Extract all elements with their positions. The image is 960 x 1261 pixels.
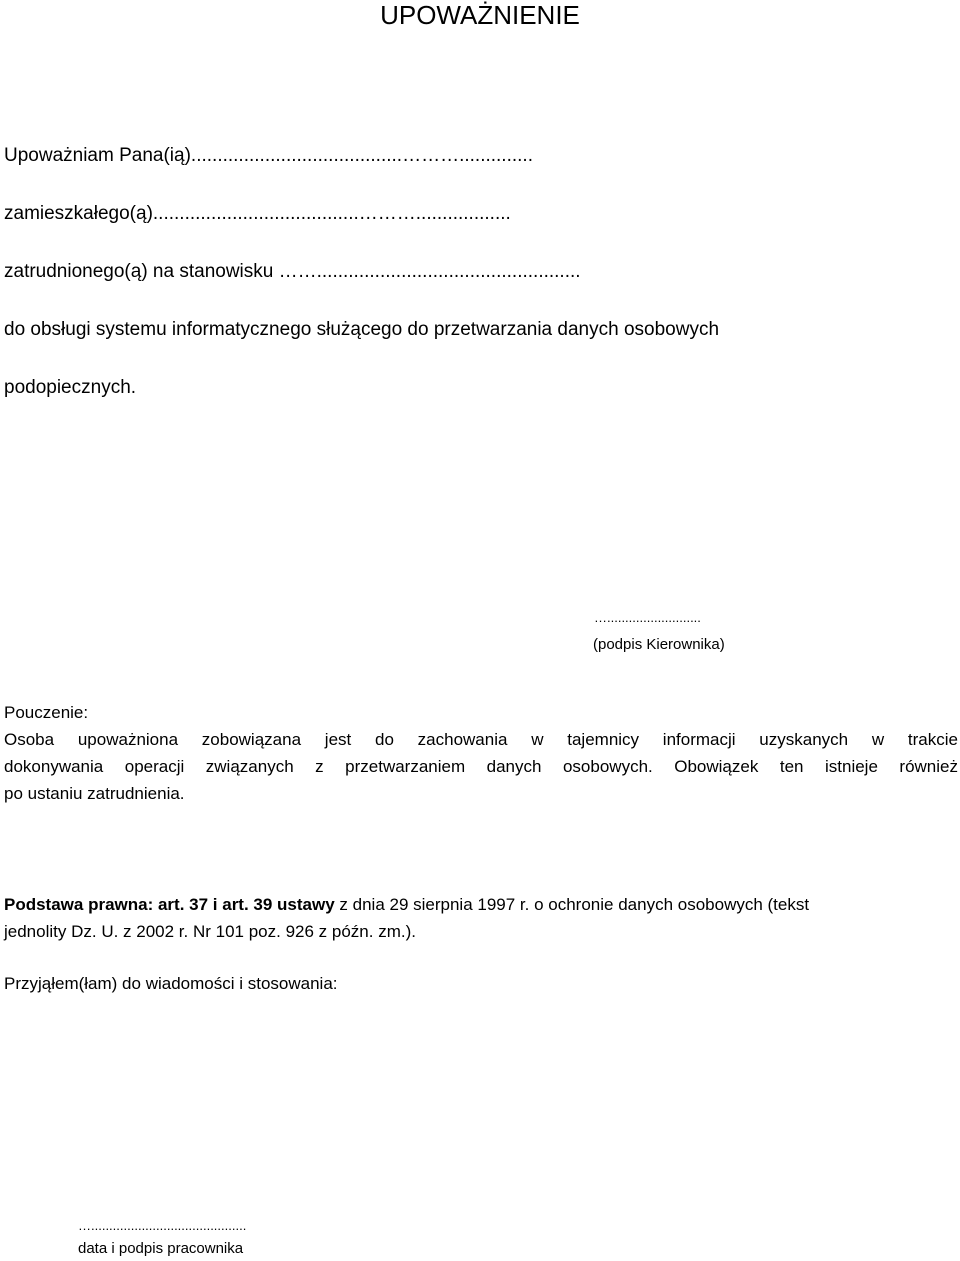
wards-line: podopiecznych.	[4, 377, 137, 398]
legal-basis-rest: z dnia 29 sierpnia 1997 r. o ochronie danych osobowych (tekst	[334, 895, 810, 914]
purpose-line: do obsługi systemu informatycznego służącego do przetwarzania danych osobowych	[4, 319, 720, 340]
employee-signature-dots: …...........................................	[78, 1218, 247, 1233]
position-line: zatrudnionego(ą) na stanowisku ……..................................................	[4, 261, 581, 282]
instruction-line-3: po ustaniu zatrudnienia.	[4, 784, 185, 803]
instruction-heading: Pouczenie:	[4, 703, 89, 722]
manager-signature-dots: …..........................	[594, 610, 701, 625]
legal-basis-line-2: jednolity Dz. U. z 2002 r. Nr 101 poz. 926 z późn. zm.).	[4, 922, 416, 941]
authorize-line: Upoważniam Pana(ią)........................................………..............	[4, 145, 533, 166]
instruction-line-2: dokonywania operacji związanych z przetwarzaniem danych osobowych. Obowiązek ten istnieje również	[4, 757, 958, 776]
employee-signature-label: data i podpis pracownika	[78, 1240, 244, 1257]
document-title: UPOWAŻNIENIE	[380, 0, 580, 30]
legal-basis-bold: Podstawa prawna: art. 37 i art. 39 ustawy	[4, 895, 335, 914]
acknowledgement: Przyjąłem(łam) do wiadomości i stosowania:	[4, 974, 338, 993]
manager-signature-label: (podpis Kierownika)	[593, 636, 725, 653]
legal-basis-line-1	[4, 892, 958, 918]
residence-line: zamieszkałego(ą).......................................………..................	[4, 203, 511, 224]
instruction-line-1: Osoba upoważniona zobowiązana jest do zachowania w tajemnicy informacji uzyskanych w trakcie	[4, 730, 958, 749]
